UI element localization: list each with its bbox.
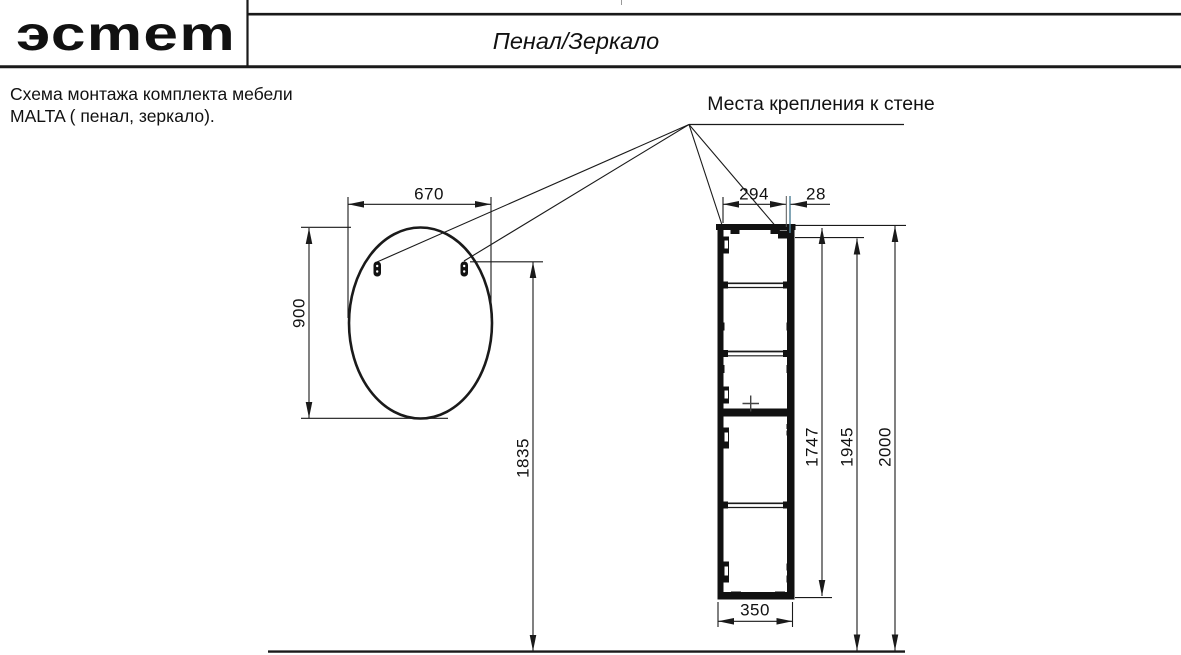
mirror-front-view <box>349 228 492 419</box>
note-line-1: Схема монтажа комплекта мебели <box>10 84 293 104</box>
arrow-down-icon <box>530 635 537 651</box>
cabinet-foot <box>731 592 741 597</box>
dim-value: 1945 <box>837 427 857 467</box>
shelf-pins <box>721 323 791 583</box>
leader-to-mirror-right-bracket <box>464 125 689 262</box>
cabinet-side-view <box>716 224 796 600</box>
arrow-right-icon <box>777 618 793 625</box>
mirror-left-bracket-icon <box>374 262 382 277</box>
annotation-label: Места крепления к стене <box>707 93 935 115</box>
arrow-up-icon <box>854 239 861 255</box>
dim-value: 1747 <box>802 427 822 467</box>
dimension-cabinet-depth <box>718 601 793 628</box>
dim-value: 350 <box>740 600 770 620</box>
note-line-2: MALTA ( пенал, зеркало). <box>10 106 215 126</box>
arrow-left-icon <box>791 201 807 208</box>
mirror-right-bracket-icon <box>461 262 469 277</box>
dimension-cabinet-height <box>795 228 832 598</box>
dimension-mirror-width <box>348 185 491 319</box>
cabinet-shelf <box>724 502 788 509</box>
description-note <box>10 84 293 126</box>
arrow-left-icon <box>348 201 364 208</box>
top-fixing-left <box>731 230 740 235</box>
dim-value: 900 <box>289 298 309 328</box>
leader-to-cabinet-top-bracket <box>689 125 723 229</box>
dim-value: 670 <box>414 184 444 204</box>
header-title-block <box>0 0 1181 67</box>
cabinet-front-wall <box>718 224 724 599</box>
dimension-top-fixing-offset <box>723 185 786 224</box>
wall-mount-bracket <box>778 231 790 239</box>
sheet-title: Пенал/Зеркало <box>492 28 660 54</box>
arrow-right-icon <box>475 201 491 208</box>
arrow-up-icon <box>892 226 899 242</box>
cabinet-back-wall <box>787 224 795 599</box>
cabinet-top-panel <box>716 224 796 230</box>
dim-value: 1835 <box>513 438 533 478</box>
dim-value: 294 <box>739 184 769 204</box>
cabinet-foot <box>775 592 785 597</box>
dim-value: 2000 <box>875 427 895 467</box>
arrow-down-icon <box>819 580 826 596</box>
arrow-right-icon <box>770 201 786 208</box>
arrow-down-icon <box>854 635 861 651</box>
brand-logo: эсmem <box>16 8 236 61</box>
dim-value: 28 <box>806 184 826 204</box>
arrow-left-icon <box>723 201 739 208</box>
arrow-up-icon <box>530 262 537 278</box>
cabinet-shelf <box>724 350 788 357</box>
arrow-down-icon <box>892 635 899 651</box>
leader-to-cabinet-wall-bracket <box>689 125 784 237</box>
cabinet-shelf <box>724 282 788 289</box>
arrow-left-icon <box>718 618 734 625</box>
arrow-down-icon <box>306 402 313 418</box>
arrow-up-icon <box>819 228 826 244</box>
cabinet-mid-panel <box>724 409 788 417</box>
wall-mount-annotation <box>377 93 935 262</box>
dimension-mirror-mount-height <box>470 262 543 651</box>
arrow-up-icon <box>306 228 313 244</box>
mirror-outline <box>349 228 492 419</box>
